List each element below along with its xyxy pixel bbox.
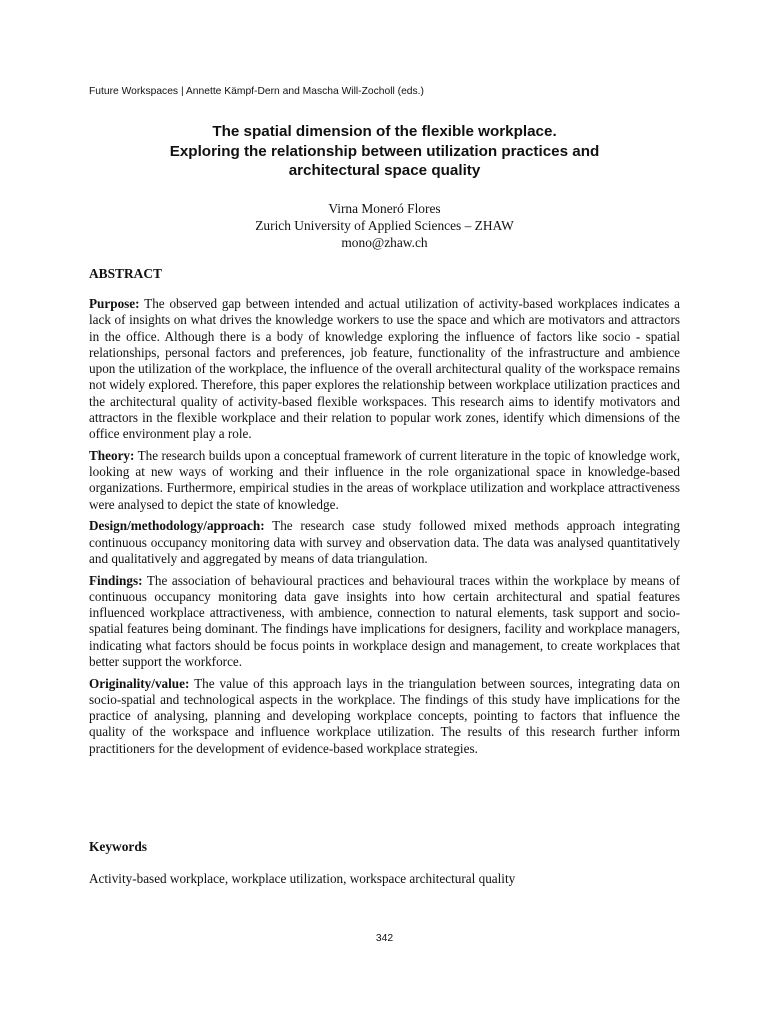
- title-line-1: The spatial dimension of the flexible workplace.: [212, 123, 557, 140]
- design-text: The research case study followed mixed methods approach integrating continuous occupancy monitoring data with survey and observation data. The data was analysed quantitatively and qualitatively and aggregated by means of data triangulation.: [89, 518, 680, 566]
- originality-text: The value of this approach lays in the triangulation between sources, integrating data on socio-spatial and technological aspects in the workplace. The findings of this study have implications for the practice of analysing, planning and developing workplace concepts, pointing to factors that influence the quality of the workspace and influence workplace utilization. The results of this research further inform practitioners for the development of evidence-based workplace strategies.: [89, 675, 680, 756]
- keywords-heading: Keywords: [89, 839, 148, 854]
- findings-label: Findings:: [89, 572, 143, 588]
- abstract-theory: [89, 448, 680, 513]
- abstract-originality: [89, 676, 680, 757]
- abstract-design: [89, 518, 680, 567]
- abstract-heading: ABSTRACT: [89, 266, 162, 281]
- theory-label: Theory:: [89, 447, 135, 463]
- paper-title: [89, 122, 680, 181]
- abstract-findings: [89, 573, 680, 671]
- author-block: [89, 200, 680, 251]
- running-head: Future Workspaces | Annette Kämpf-Dern and Mascha Will-Zocholl (eds.): [89, 86, 424, 97]
- author-email: mono@zhaw.ch: [341, 235, 428, 250]
- author-affiliation: Zurich University of Applied Sciences – ZHAW: [255, 218, 514, 233]
- abstract-purpose: [89, 296, 680, 442]
- page-number: 342: [375, 933, 394, 944]
- abstract-body: [89, 296, 680, 762]
- author-name: Virna Moneró Flores: [328, 201, 441, 216]
- keywords-text: Activity-based workplace, workplace utilization, workspace architectural quality: [89, 871, 516, 886]
- theory-text: The research builds upon a conceptual framework of current literature in the topic of knowledge work, looking at new ways of working and their influence in the role organizational space in knowledge-based organizations. Furthermore, empirical studies in the areas of workplace utilization and workplace attractiveness were analysed to depict the state of knowledge.: [89, 447, 680, 512]
- purpose-label: Purpose:: [89, 296, 140, 311]
- design-label: Design/methodology/approach:: [89, 518, 265, 534]
- title-line-3: architectural space quality: [288, 162, 481, 179]
- title-line-2: Exploring the relationship between utilization practices and: [169, 142, 600, 160]
- purpose-text: The observed gap between intended and actual utilization of activity-based workplaces indicates a lack of insights on what drives the knowledge workers to use the space and which are motivators and attractors in the office. Although there is a body of knowledge exploring the influence of factors like socio - spatial relationships, personal factors and preferences, job feature, functionality of the infrastructure and ambience upon the utilization of the workplace, the influence of the overall architectural quality of the workspace remains not widely explored. Therefore, this paper explores the relationship between workplace utilization practices and the architectural quality of activity-based flexible workspaces. This research aims to identify motivators and attractors in the flexible workplace and their relation to popular work zones, identify which dimensions of the office environment play a role.: [89, 296, 681, 441]
- originality-label: Originality/value:: [89, 675, 190, 691]
- findings-text: The association of behavioural practices and behavioural traces within the workplace by means of continuous occupancy monitoring data gave insights into how certain architectural and spatial features influenced workplace attractiveness, with ambience, connection to natural elements, task support and socio-spatial features being dominant. The findings have implications for designers, facility and workplace managers, indicating what factors should be focus points in workplace design and management, to create workplaces that better support the workforce.: [89, 572, 680, 669]
